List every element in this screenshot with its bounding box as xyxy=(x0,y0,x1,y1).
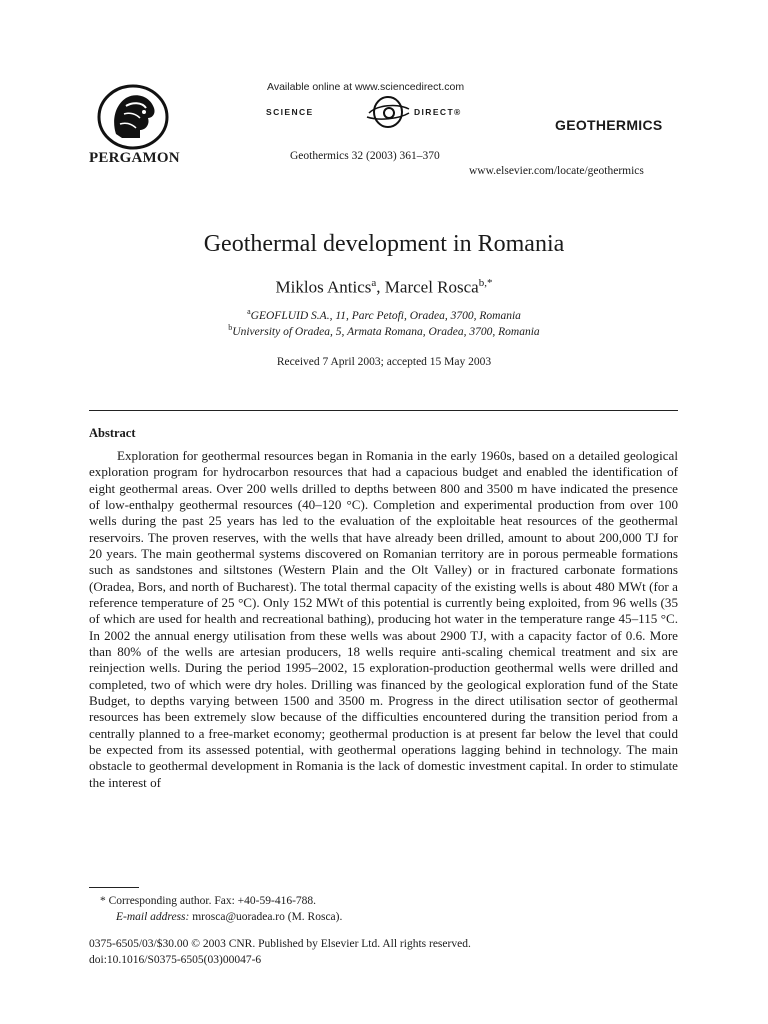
journal-name: GEOTHERMICS xyxy=(555,117,663,133)
abstract-body xyxy=(89,448,678,791)
journal-citation: Geothermics 32 (2003) 361–370 xyxy=(290,150,440,162)
affiliation-a-mark: a xyxy=(247,307,251,316)
author-list xyxy=(0,277,768,298)
affiliation-mark: b,* xyxy=(478,277,493,289)
affiliation-a xyxy=(0,307,768,322)
affiliation-b-mark: b xyxy=(228,323,233,332)
pergamon-logo-icon xyxy=(96,84,170,150)
affiliation-b xyxy=(0,323,768,338)
doi-link[interactable]: doi:10.1016/S0375-6505(03)00047-6 xyxy=(89,954,262,966)
section-divider xyxy=(89,410,678,411)
sciencedirect-direct-word: DIRECT xyxy=(414,107,455,117)
footnote-divider xyxy=(89,887,139,888)
publisher-name: PERGAMON xyxy=(89,150,180,166)
author-name: Miklos Antics xyxy=(275,277,372,297)
journal-url-link[interactable]: www.elsevier.com/locate/geothermics xyxy=(469,165,644,177)
sciencedirect-left-text: SCIENCE xyxy=(266,107,314,117)
email-note xyxy=(116,911,342,923)
sciencedirect-at-icon xyxy=(365,95,411,129)
abstract-heading: Abstract xyxy=(89,426,136,440)
sciencedirect-registered-mark: ® xyxy=(454,107,462,117)
available-online-text: Available online at www.sciencedirect.com xyxy=(267,81,465,93)
received-dates: Received 7 April 2003; accepted 15 May 2003 xyxy=(276,356,492,368)
article-title: Geothermal development in Romania xyxy=(203,231,565,257)
author-name: Marcel Rosca xyxy=(384,277,479,297)
author-separator: , xyxy=(376,277,385,297)
sciencedirect-logo xyxy=(266,95,494,129)
corresponding-author-note: * Corresponding author. Fax: +40-59-416-788. xyxy=(100,895,317,907)
sciencedirect-right-text xyxy=(414,107,462,117)
abstract-paragraph: Exploration for geothermal resources began in Romania in the early 1960s, based on a detailed geological exploration program for hydrocarbon resources that had a capacious budget and enabled the identification of eight geothermal areas. Over 200 wells drilled to depths between 800 and 3500 m have indicated the presence of low-enthalpy geothermal resources (40–120 °C). Completion and experimental production from over 100 wells during the past 25 years has led to the evaluation of the exploitable heat resources of the geothermal reservoirs. The proven reserves, with the wells that have already been drilled, amount to about 200,000 TJ for 20 years. The main geothermal systems discovered on Romanian territory are in porous permeable formations such as sandstones and siltstones (Western Plain and the Olt Valley) or in fractured carbonate formations (Oradea, Bors, and north of Bucharest). The total thermal capacity of the existing wells is about 480 MWt (for a reference temperature of 25 °C). Only 152 MWt of this potential is currently being exploited, from 96 wells (35 of which are used for health and recreational bathing), producing hot water in the temperature range 45–115 °C. In 2002 the annual energy utilisation from these wells was about 2900 TJ, with a capacity factor of 0.6. More than 80% of the wells are artesian producers, 18 wells require anti-scaling chemical treatment and six are reinjection wells. During the period 1995–2002, 15 exploration-production geothermal wells were drilled and completed, two of which were dry holes. Drilling was financed by the geological exploration fund of the State Budget, to depths varying between 1500 and 3500 m. Progress in the direct utilisation sector of geothermal resources has been extremely slow because of the difficulties encountered during the transition period from a centrally planned to a free-market economy; geothermal production is at present far below the level that could be expected from its assessed potential, with geothermal operations lagging behind in technology. The main obstacle to geothermal development in Romania is the lack of domestic investment capital. In order to stimulate the interest of xyxy=(89,448,678,790)
affiliation-b-text: University of Oradea, 5, Armata Romana, Oradea, 3700, Romania xyxy=(232,325,540,338)
email-label: E-mail address: xyxy=(116,911,190,923)
affiliation-a-text: GEOFLUID S.A., 11, Parc Petofi, Oradea, 3700, Romania xyxy=(250,309,521,322)
copyright-line: 0375-6505/03/$30.00 © 2003 CNR. Published by Elsevier Ltd. All rights reserved. xyxy=(89,938,471,950)
affiliation-mark: a xyxy=(371,277,377,289)
email-value[interactable]: mrosca@uoradea.ro (M. Rosca). xyxy=(189,911,343,923)
